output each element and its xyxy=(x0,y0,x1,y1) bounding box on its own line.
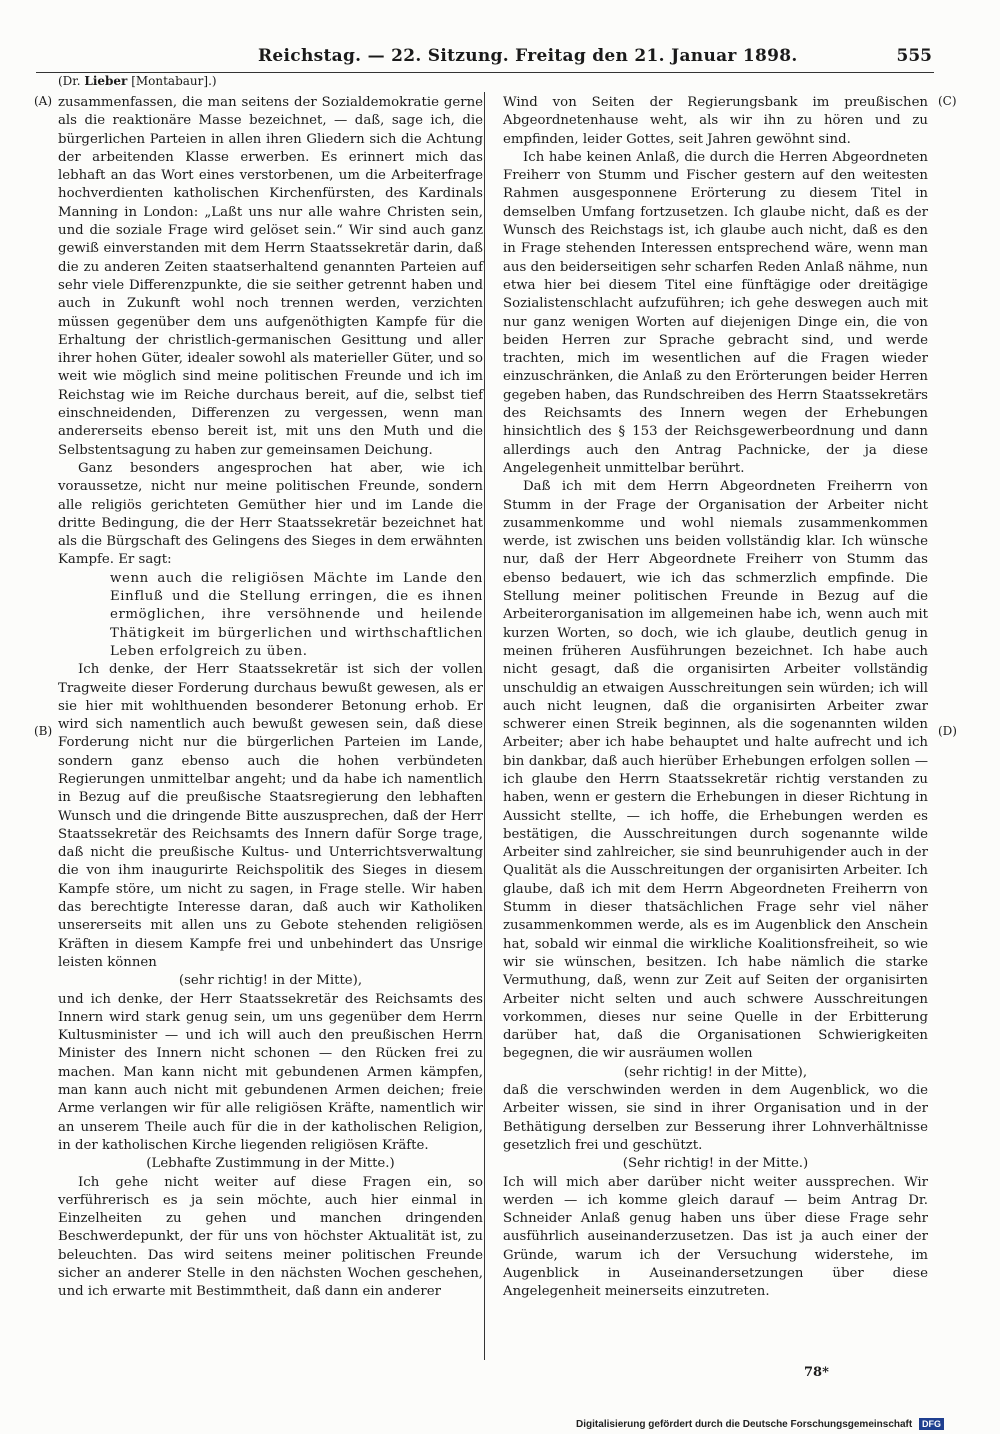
column-divider xyxy=(484,92,485,1360)
margin-marker-a: (A) xyxy=(34,94,53,108)
paragraph: Ich gehe nicht weiter auf diese Fragen ein, so verführerisch es ja sein möchte, auch hier einmal in Einzelheiten zu gehen und manchen dringenden Beschwerdepunkt, der für uns von höchster Aktualität ist, zu beleuchten. Das wird seitens meiner politischen Freunde sicher an anderer Stelle in den nächsten Wochen geschehen, und ich erwarte mit Bestimmtheit, daß dann ein anderer xyxy=(58,1174,483,1300)
page-number: 555 xyxy=(896,46,932,66)
interjection: (sehr richtig! in der Mitte), xyxy=(178,973,363,989)
right-column xyxy=(503,94,928,1302)
margin-marker-c: (C) xyxy=(938,94,957,108)
paragraph: zusammenfassen, die man seitens der Sozialdemokratie gerne als die reaktionäre Masse bezeichnet, — daß, sage ich, die bürgerlichen Parteien in allen ihren Gliedern sich die Achtung der arbeitenden Klasse erwerben. Es erinnert mich das lebhaft an das Wort eines verstorbenen, um die Arbeiterfrage hochverdienten katholischen Kirchenfürsten, des Kardinals Manning in London: „Laßt uns nur alle wahre Christen sein, und die soziale Frage wird gelöset sein.“ Wir sind auch ganz gewiß einverstanden mit dem Herrn Staatssekretär darin, daß die zu anderen Zeiten staatserhaltend genannten Parteien auf sehr viele Differenzpunkte, die sie seither getrennt haben und auch in Zukunft wohl noch trennen werden, verzichten müssen gegenüber dem uns aufgenöthigten Kampfe für die Erhaltung der christlich-germanischen Gesittung und aller ihrer hohen Güter, idealer sowohl als materieller Güter, und so weit wie möglich sind meine politischen Freunde und ich im Reichstag wie im Reiche durchaus bereit, auf die, selbst tief einschneidenden, Differenzen zu vergessen, wenn man andererseits ebenso bereit ist, mit uns den Muth und die Selbstentsagung zu haben zur gemeinsamen Deichung. xyxy=(58,95,483,458)
header-rule xyxy=(36,72,934,73)
footer-credit: Digitalisierung gefördert durch die Deutsche Forschungsgemeinschaft xyxy=(576,1419,913,1430)
dfg-logo-icon: DFG xyxy=(919,1418,944,1430)
paragraph: Ganz besonders angesprochen hat aber, wie ich voraussetze, nicht nur meine politischen Freunde, sondern alle religiös gerichteten Gemüther hier und im Lande die dritte Bedingung, die der Herr Staatssekretär bezeichnet hat als die Bürgschaft des Gelingens des Sieges in dem erwähnten Kampfe. Er sagt: xyxy=(58,460,483,568)
left-column xyxy=(58,94,483,1302)
paragraph: Ich will mich aber darüber nicht weiter aussprechen. Wir werden — ich komme gleich darauf — beim Antrag Dr. Schneider Anlaß genug haben uns über diese Frage sehr ausführlich auseinanderzusetzen. Das ist ja auch einer der Gründe, warum ich der Versuchung widerstehe, im Augenblick in Auseinandersetzungen über diese Angelegenheit meinerseits einzutreten. xyxy=(503,1174,928,1300)
interjection: (Lebhafte Zustimmung in der Mitte.) xyxy=(146,1156,395,1172)
interjection: (Sehr richtig! in der Mitte.) xyxy=(622,1156,809,1172)
running-title: Reichstag. — 22. Sitzung. Freitag den 21. Januar 1898. xyxy=(258,46,798,66)
speaker-note xyxy=(58,74,217,88)
speaker-name: Lieber xyxy=(84,74,128,88)
paragraph: Daß ich mit dem Herrn Abgeordneten Freiherrn von Stumm in der Frage der Organisation der Arbeiter nicht zusammenkomme und wohl niemals zusammenkommen werde, ist zwischen uns beiden vollständig klar. Ich wünsche nur, daß der Herr Abgeordnete Freiherr von Stumm das ebenso bedauert, wie ich das schmerzlich empfinde. Die Stellung meiner politischen Freunde in Bezug auf die Arbeiterorganisation im allgemeinen habe ich, wenn auch mit kurzen Worten, so doch, wie ich glaube, deutlich genug in meinen früheren Ausführungen bezeichnet. Ich habe auch nicht gesagt, daß die organisirten Arbeiter vollständig unschuldig an etwaigen Ausschreitungen sein würden; ich will auch nicht leugnen, daß die organisirten Arbeiter zwar schwerer einen Streik beginnen, als die sogenannten wilden Arbeiter; aber ich habe behauptet und halte aufrecht und ich bin dankbar, daß auch hierüber Erhebungen erfolgen sollen — ich glaube den Herrn Staatssekretär richtig verstanden zu haben, wenn er gestern die Erhebungen in dieser Richtung in Aussicht stellte, — ich hoffe, die Erhebungen werden es bestätigen, die Ausschreitungen durch sogenannte wilde Arbeiter sind zahlreicher, sie sind beunruhigender auch in der Qualität als die Ausschreitungen der organisirten Arbeiter. Ich glaube, daß ich mit dem Herrn Abgeordneten Freiherrn von Stumm in dieser thatsächlichen Frage sehr viel näher zusammenkommen werde, als es im Augenblick den Anschein hat, sobald wir einmal die wirkliche Koalitionsfreiheit, so wie wir sie wünschen, besitzen. Ich habe nämlich die starke Vermuthung, daß, wenn zur Zeit auf Seiten der organisirten Arbeiter nicht selten und auch schwere Ausschreitungen vorkommen, dieses nur seine Quelle in der Erbitterung darüber hat, daß die Organisationen Schwierigkeiten begegnen, die wir ausräumen wollen xyxy=(503,479,928,1062)
paragraph: Ich habe keinen Anlaß, die durch die Herren Abgeordneten Freiherr von Stumm und Fischer gestern auf den weitesten Rahmen ausgesponnene Erörterung zu diesem Titel in demselben Umfang fortzusetzen. Ich glaube nicht, daß es der Wunsch des Reichstags ist, ich glaube auch nicht, daß es den in Frage stehenden Interessen entsprechend wäre, wenn man aus den beiderseitigen sehr scharfen Reden Anlaß nähme, nun etwa hier bei diesem Titel eine fünftägige oder dreitägige Sozialistenschlacht aufzuführen; ich gehe deswegen auch mit nur ganz wenigen Worten auf diejenigen Dinge ein, die von beiden Herren zur Sprache gebracht sind, und werde trachten, mich im wesentlichen auf die Fragen wieder einzuschränken, die Anlaß zu den Erörterungen beider Herren gegeben haben, das Rundschreiben des Herrn Staatssekretärs des Reichsamts des Innern wegen der Erhebungen hinsichtlich des § 153 der Reichsgewerbeordnung und dann allerdings auch den Antrag Pachnicke, der ja diese Angelegenheit unmittelbar berührt. xyxy=(503,149,928,476)
speaker-prefix: (Dr. xyxy=(58,74,81,88)
block-quote: wenn auch die religiösen Mächte im Lande den Einfluß und die Stellung erringen, die es ihnen ermöglichen, ihre versöhnende und heilende Thätigkeit im bürgerlichen und wirthschaftlichen Leben erfolgreich zu üben. xyxy=(110,570,483,659)
sheet-signature: 78* xyxy=(804,1365,829,1380)
digitization-footer xyxy=(576,1418,944,1430)
margin-marker-d: (D) xyxy=(938,724,957,738)
paragraph: Wind von Seiten der Regierungsbank im preußischen Abgeordnetenhause weht, als wir ihn zu hören und zu empfinden, leider Gottes, seit Jahren gewöhnt sind. xyxy=(503,95,928,147)
margin-marker-b: (B) xyxy=(34,724,53,738)
speaker-suffix: [Montabaur].) xyxy=(131,74,217,88)
page-header xyxy=(0,46,1000,70)
paragraph: und ich denke, der Herr Staatssekretär des Reichsamts des Innern wird stark genug sein, um uns gegenüber dem Herrn Kultusminister — und ich will auch den preußischen Herrn Minister des Innern nicht schonen — den Rücken frei zu machen. Man kann nicht mit gebundenen Armen kämpfen, man kann auch nicht mit gebundenen Armen deichen; freie Arme verlangen wir für alle religiösen Kräfte, namentlich wir an unserem Theile auch für die in der katholischen Religion, in der katholischen Kirche liegenden religiösen Kräfte. xyxy=(58,991,483,1153)
paragraph: daß die verschwinden werden in dem Augenblick, wo die Arbeiter wissen, sie sind in ihrer Organisation und in der Bethätigung derselben zur Besserung ihrer Lohnverhältnisse gesetzlich frei und geschützt. xyxy=(503,1083,928,1153)
paragraph: Ich denke, der Herr Staatssekretär ist sich der vollen Tragweite dieser Forderung durchaus bewußt gewesen, als er sie hier mit wohlthuenden besonderer Betonung erhob. Er wird sich namentlich auch bewußt gewesen sein, daß diese Forderung nicht nur die bürgerlichen Parteien im Lande, sondern ganz ebenso auch die hohen verbündeten Regierungen unmittelbar angeht; und da habe ich namentlich in Bezug auf die preußische Staatsregierung den lebhaften Wunsch und die dringende Bitte auszusprechen, daß der Herr Staatssekretär des Reichsamts des Innern dafür Sorge trage, daß nicht die preußische Kultus- und Unterrichtsverwaltung die von ihm inaugurirte Reichspolitik des Sieges in diesem Kampfe störe, um nicht zu sagen, in Frage stelle. Wir haben das berechtigte Interesse daran, daß auch wir Katholiken unsererseits mit allen uns zu Gebote stehenden religiösen Kräften in diesem Kampfe frei und unbehindert das Unsrige leisten können xyxy=(58,662,483,970)
interjection: (sehr richtig! in der Mitte), xyxy=(623,1064,808,1080)
